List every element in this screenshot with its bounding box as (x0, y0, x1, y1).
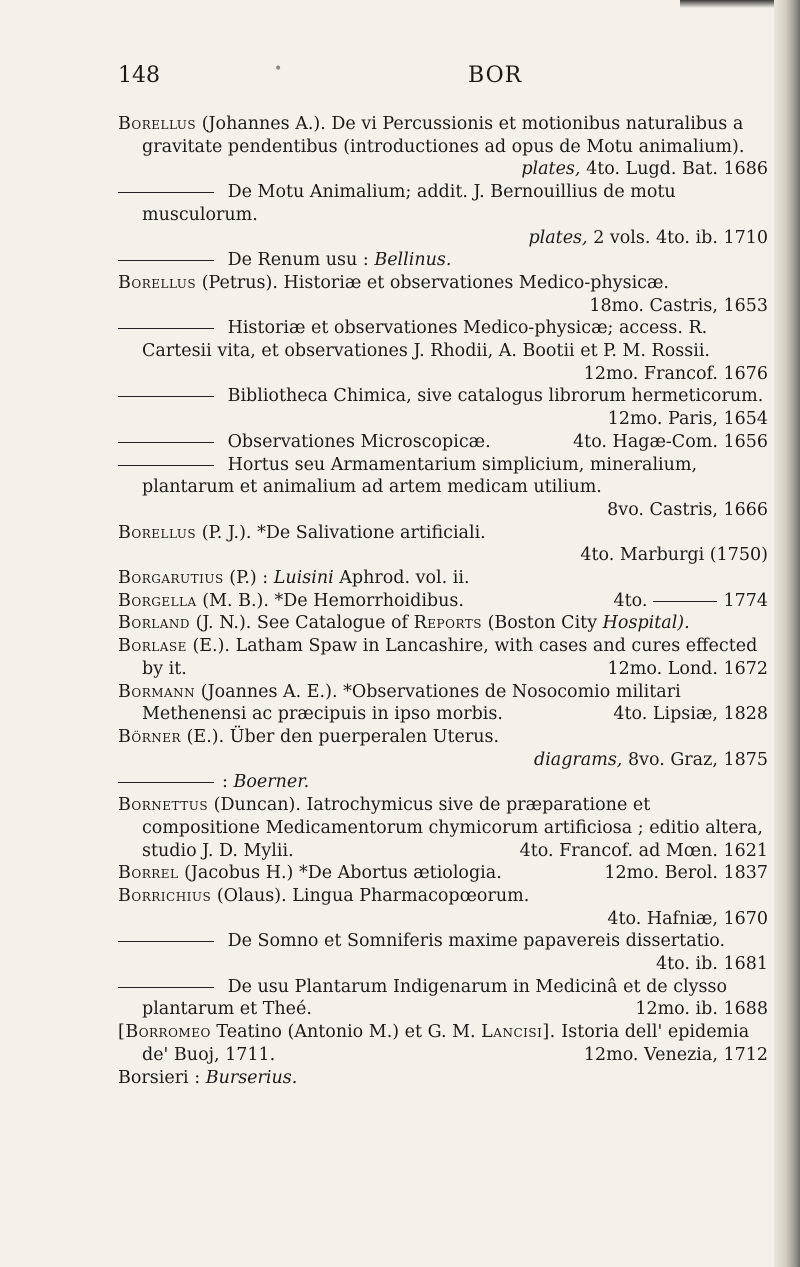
entry-author: Borland (118, 613, 190, 634)
entry-author: Borrichius (118, 885, 212, 906)
ditto-rule (118, 987, 214, 988)
entry-author: Borellus (118, 272, 197, 293)
entry-imprint-text: 12mo. Francof. 1676 (583, 363, 768, 384)
entry-see-reference: Luisini (273, 568, 334, 589)
entry-imprint-text: 12mo. Lond. 1672 (607, 658, 768, 679)
entry (118, 771, 768, 794)
entry-format: 4to. (613, 590, 648, 611)
entry (118, 113, 768, 181)
entry-author: Bormann (118, 681, 196, 702)
entry (118, 385, 768, 430)
print-dot: • (274, 61, 283, 77)
entry-author-detail: (Joannes A. E.). (200, 681, 338, 702)
entry-author-detail: (Duncan). (213, 795, 301, 816)
entry (118, 454, 768, 522)
entry (118, 930, 768, 975)
entry (118, 976, 768, 1021)
entry-imprint-text: 4to. Hafniæ, 1670 (607, 908, 768, 929)
entry (118, 1067, 768, 1090)
entry-imprint-text: 4to. Lipsiæ, 1828 (613, 704, 768, 725)
entry-imprint-text: 1774 (723, 590, 768, 611)
entry-title: Iatrochymicus sive de præparatione et compositione Medicamentorum chymicorum artificiosa ; editio altera, studio J. D. Mylii. (142, 795, 763, 861)
entry-author: Borlase (118, 636, 187, 657)
entry-title: Historiæ et observationes Medico-physicæ; access. R. Cartesii vita, et observationes J. Rhodii, A. Bootii et P. M. Rossii. (142, 318, 710, 362)
entry-author: Borellus (118, 522, 197, 543)
entry-imprint-text: 4to. Lugd. Bat. 1686 (586, 159, 768, 180)
ditto-rule (118, 260, 214, 261)
entry (118, 567, 768, 590)
entry-title-italic: Hospital). (602, 613, 690, 634)
entry-imprint-note: plates, (528, 227, 588, 248)
entry-imprint (142, 749, 768, 772)
entry-title: *De Hemorrhoidibus. (274, 590, 464, 611)
running-head: BOR (468, 63, 523, 88)
entry-author: Borrel (118, 863, 179, 884)
entry (118, 522, 768, 567)
entry-imprint-text: 4to. Hagæ-Com. 1656 (573, 431, 768, 452)
entry-author-detail: Teatino (Antonio M.) et G. M. (216, 1022, 476, 1043)
entry-title: : (222, 772, 228, 793)
entry-imprint (142, 227, 768, 250)
entry-imprint-text: 18mo. Castris, 1653 (589, 295, 768, 316)
entry-see-reference: Burserius. (205, 1067, 298, 1088)
entry-imprint-text: 8vo. Castris, 1666 (607, 499, 768, 520)
entry-author-detail: (J. N.). (195, 613, 252, 634)
entry (118, 726, 768, 771)
ditto-rule (118, 328, 214, 329)
entry-author-detail: (E.). (192, 636, 230, 657)
entry-title: Aphrod. vol. ii. (339, 568, 470, 589)
entry (118, 681, 768, 726)
entry-title: Über den puerperalen Uterus. (229, 726, 500, 747)
entry (118, 862, 768, 885)
entry-title: Hortus seu Armamentarium simplicium, mineralium, plantarum et animalium ad artem medicam utilium. (142, 454, 698, 498)
entry-title: Istoria dell' epidemia de' Buoj, 1711. (142, 1022, 750, 1065)
entry (118, 272, 768, 317)
entry-author: Borsieri : (118, 1067, 201, 1088)
entry-title: Historiæ et observationes Medico-physicæ. (283, 272, 669, 293)
entry-author-detail: (P. J.). (201, 522, 252, 543)
ditto-rule (118, 192, 214, 193)
entry-title: *Observationes de Nosocomio militari Methenensi ac præcipuis in ipso morbis. (142, 681, 681, 725)
entry-author-detail: (Petrus). (201, 272, 278, 293)
entry-cross-reference: Lancisi]. (481, 1022, 556, 1043)
entry-imprint-text: 8vo. Graz, 1875 (627, 749, 768, 770)
entry-title: De Somno et Somniferis maxime papavereis dissertatio. (227, 931, 726, 952)
entry-title: Bibliotheca Chimica, sive catalogus librorum hermeticorum. (227, 386, 764, 407)
entry (118, 794, 768, 862)
entry-see-reference: Bellinus. (374, 250, 452, 271)
entry-title: See Catalogue of (256, 613, 409, 634)
entry (118, 885, 768, 930)
ditto-rule (653, 601, 717, 602)
entry-author: Bornettus (118, 795, 209, 816)
entry-cross-reference: Reports (413, 613, 482, 634)
entry-author-detail: (Olaus). (216, 885, 287, 906)
entry-author-detail: (P.) : (229, 568, 269, 589)
entry (118, 590, 768, 613)
ditto-rule (118, 396, 214, 397)
entry-author-detail: (Jacobus H.) (184, 863, 294, 884)
page-edge-shadow (774, 0, 800, 1267)
entry-list (118, 113, 768, 1089)
entry-title: *De Salivatione artificiali. (257, 522, 486, 543)
entry-title: Observationes Microscopicæ. (227, 431, 491, 452)
entry-imprint-text: 2 vols. 4to. ib. 1710 (593, 227, 768, 248)
entry-title: De Motu Animalium; addit. J. Bernouillius de motu musculorum. (142, 182, 676, 225)
entry (118, 612, 768, 635)
entry (118, 317, 768, 385)
entry-title: Lingua Pharmacopœorum. (292, 885, 530, 906)
ditto-rule (118, 442, 214, 443)
entry-imprint-text: 12mo. Venezia, 1712 (583, 1044, 768, 1065)
entry-author: [Borromeo (118, 1022, 211, 1043)
entry (118, 431, 768, 454)
entry-see-reference: Boerner. (233, 772, 310, 793)
entry-title: *De Abortus ætiologia. (298, 863, 502, 884)
entry-imprint-text: 4to. Francof. ad Mœn. 1621 (519, 840, 768, 861)
entry-imprint-text: 12mo. ib. 1688 (635, 999, 768, 1020)
entry-author-detail: (E.). (186, 726, 225, 747)
entry-author: Borellus (118, 114, 197, 134)
entry-title-continued: (Boston City (487, 613, 598, 634)
page-number: 148 (118, 63, 160, 88)
entry-title: De Renum usu : (227, 250, 369, 271)
entry (118, 249, 768, 272)
entry-title: Latham Spaw in Lancashire, with cases and cures effected by it. (142, 636, 758, 679)
entry-author: Borgella (118, 590, 197, 611)
entry-author-detail: (M. B.). (202, 590, 269, 611)
ditto-rule (118, 465, 214, 466)
ditto-rule (118, 782, 214, 783)
entry-imprint (142, 158, 768, 181)
entry-title: De usu Plantarum Indigenarum in Medicinâ et de clysso plantarum et Theé. (142, 976, 728, 1020)
entry-title: De vi Percussionis et motionibus naturalibus a gravitate pendentibus (introductiones ad opus de Motu animalium). (142, 114, 745, 157)
entry-author: Borgarutius (118, 568, 224, 589)
entry-imprint-note: plates, (521, 159, 581, 180)
entry (118, 181, 768, 249)
entry-imprint-text: 4to. Marburgi (1750) (580, 545, 768, 566)
entry-author-detail: (Johannes A.). (201, 114, 326, 134)
entry-imprint (613, 590, 768, 613)
ditto-rule (118, 941, 214, 942)
entry (118, 1021, 768, 1066)
entry (118, 635, 768, 680)
entry-imprint-text: 12mo. Berol. 1837 (604, 863, 768, 884)
page-header (118, 63, 768, 97)
entry-imprint-text: 12mo. Paris, 1654 (607, 409, 768, 430)
entry-imprint-note: diagrams, (534, 749, 623, 770)
entry-imprint-text: 4to. ib. 1681 (656, 954, 768, 975)
entry-author: Börner (118, 726, 182, 747)
